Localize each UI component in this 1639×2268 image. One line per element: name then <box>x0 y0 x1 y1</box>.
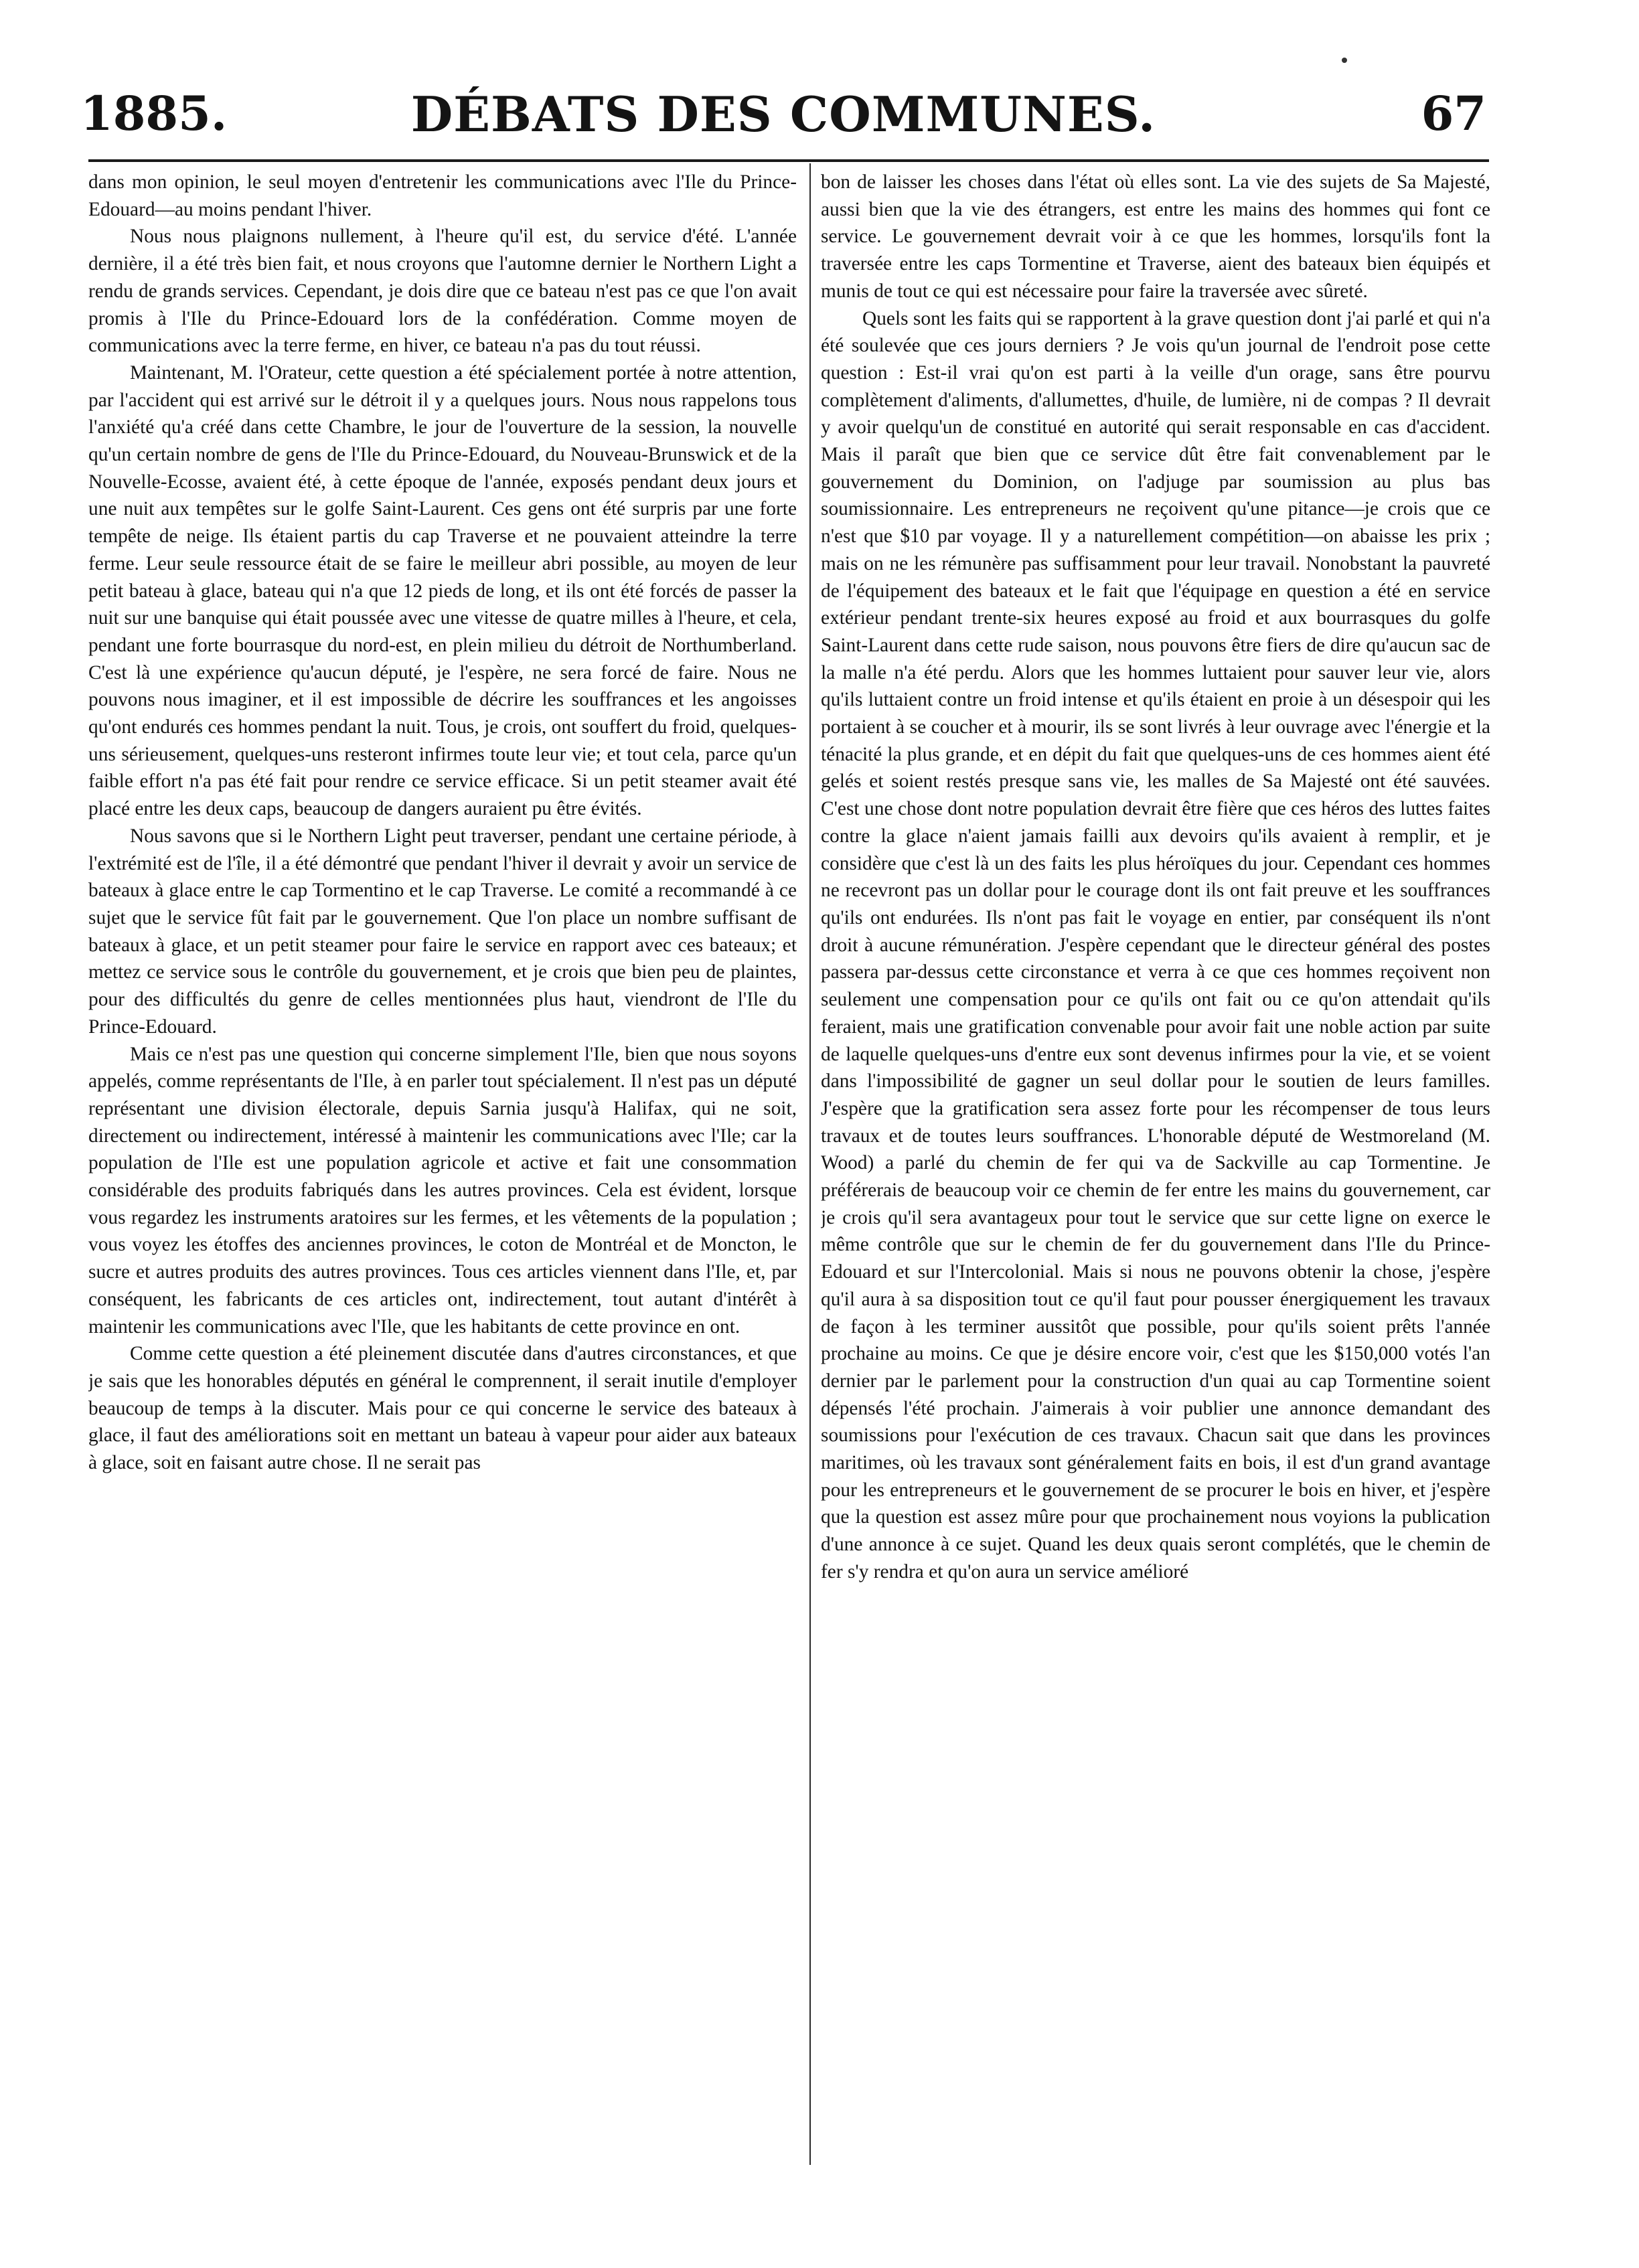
paragraph: Nous nous plaignons nullement, à l'heure qu'il est, du service d'été. L'année dernière, il a été très bien fait, et nous croyons que l'automne dernier le Northern Light a rendu de grands services. Cependant, je dois dire que ce bateau n'est pas ce que l'on avait promis à l'Ile du Prince-Edouard lors de la confédération. Comme moyen de communications avec la terre ferme, en hiver, ce bateau n'a pas du tout réussi. <box>88 226 797 357</box>
paragraph: Comme cette question a été pleinement discutée dans d'autres circonstances, et que je sais que les honorables députés en général le comprennent, il serait inutile d'employer beaucoup de temps à la discuter. Mais pour ce qui concerne le service des bateaux à glace, il faut des améliorations soit en mettant un bateau à vapeur pour aider aux bateaux à glace, soit en faisant autre chose. Il ne serait pas <box>88 1343 797 1474</box>
paragraph: bon de laisser les choses dans l'état où elles sont. La vie des sujets de Sa Majesté, aussi bien que la vie des étrangers, est entre les mains des hommes qui font ce service. Le gouvernement devrait voir à ce que les hommes, lorsqu'ils font la traversée entre les caps Tormentine et Traverse, aient des bateaux bien équipés et munis de tout ce qui est nécessaire pour faire la traversée avec sûreté. <box>821 171 1490 302</box>
paragraph: Quels sont les faits qui se rapportent à la grave question dont j'ai parlé et qui n'a été soulevée que ces jours derniers ? Je vois qu'un journal de l'endroit pose cette question : Est-il vrai qu'on est parti à la veille d'un orage, sans être pourvu complètement d'aliments, d'allumettes, d'huile, de lumière, ni de compas ? Il devrait y avoir quelqu'un de constitué en autorité qui serait responsable en cas d'accident. Mais il paraît que bien que ce service dût être fait convenablement par le gouvernement du Dominion, on l'adjuge par soumission au plus bas soumissionnaire. Les entrepreneurs ne reçoivent qu'une pitance—je crois que ce n'est que $10 par voyage. Il y a naturellement compétition—on abaisse les prix ; mais on ne les rémunère pas suffisamment pour leur travail. Nonobstant la pauvreté de l'équipement des bateaux et le fait que l'équipage en question a été en service extérieur pendant trente-six heures exposé au froid et aux bourrasques du golfe Saint-Laurent dans cette rude saison, nous pouvons être fiers de dire qu'aucun sac de la malle n'a été perdu. Alors que les hommes luttaient pour sauver leur vie, alors qu'ils luttaient contre un froid intense et qu'ils étaient en proie à un désespoir qui les portaient à se coucher et à mourir, ils se sont livrés à leur ouvrage avec l'énergie et la ténacité la plus grande, et en dépit du fait que quelques-uns de ces hommes aient été gelés et soient restés presque sans vie, les malles de Sa Majesté ont été sauvées. C'est une chose dont notre population devrait être fière que ces héros des luttes faites contre la glace n'aient jamais failli aux devoirs qu'ils avaient à remplir, et je considère que c'est là un des faits les plus héroïques du jour. Cependant ces hommes ne recevront pas un dollar pour le courage dont ils ont fait preuve et les souffrances qu'ils ont endurées. Ils n'ont pas fait le voyage en entier, par conséquent ils n'ont droit à aucune rémunération. J'espère cependant que le directeur général des postes passera par-dessus cette circonstance et verra à ce que ces hommes reçoivent non seulement une compensation pour ce qu'ils ont fait ou ce qu'on attendait qu'ils feraient, mais une gratification convenable pour avoir fait une noble action par suite de laquelle quelques-uns d'entre eux sont devenus infirmes pour la vie, et se voient dans l'impossibilité de gagner un seul dollar pour le soutien de leurs familles. J'espère que la gratification sera assez forte pour les récompenser de tous leurs travaux et de toutes leurs souffrances. L'honorable député de Westmoreland (M. Wood) a parlé du chemin de fer qui va de Sackville au cap Tormentine. Je préférerais de beaucoup voir ce chemin de fer entre les mains du gouvernement, car je crois qu'il sera avantageux pour tout le service que sur cette ligne on exerce le même contrôle que sur le chemin de fer du gouvernement dans l'Ile du Prince-Edouard et sur l'Intercolonial. Mais si nous ne pouvons obtenir la chose, j'espère qu'il aura à sa disposition tout ce qu'il faut pour pousser énergiquement les travaux de façon à les terminer aussitôt que possible, pour qu'ils soient prêts l'année prochaine au moins. Ce que je désire encore voir, c'est que les $150,000 votés l'an dernier par le parlement pour la construction d'un quai au cap Tormentine soient dépensés l'été prochain. J'aimerais à voir publier une annonce demandant des soumissions pour l'exécution de ces travaux. Chacun sait que dans les provinces maritimes, où les travaux sont généralement faits en bois, il est d'un grand avantage pour les entrepreneurs et le gouvernement de se procurer le bois en hiver, et j'espère que la question est assez mûre pour que prochainement nous voyions la publication d'une annonce à ce sujet. Quand les deux quais seront complétés, que le chemin de fer s'y rendra et qu'on aura un service amélioré <box>821 307 1490 1583</box>
header-title: DÉBATS DES COMMUNES. <box>410 86 1156 143</box>
header-rule <box>88 159 1489 162</box>
left-column <box>88 169 797 2164</box>
column-divider <box>809 163 811 2165</box>
page-number: 67 <box>1421 86 1486 141</box>
paragraph: Mais ce n'est pas une question qui concerne simplement l'Ile, bien que nous soyons appelés, comme représentants de l'Ile, à en parler tout spécialement. Il n'est pas un député représentant une division électorale, depuis Sarnia jusqu'à Halifax, qui ne soit, directement ou indirectement, intéressé à maintenir les communications avec l'Ile; car la population de l'Ile est une population agricole et active et fait une consommation considérable des produits fabriqués dans les autres provinces. Cela est évident, lorsque vous regardez les instruments aratoires sur les fermes, et les vêtements de la population ; vous voyez les étoffes des anciennes provinces, le coton de Montréal et de Moncton, le sucre et autres produits des autres provinces. Tous ces articles viennent dans l'Ile, et, par conséquent, les fabricants de ces articles ont, indirectement, tout autant d'intérêt à maintenir les communications avec l'Ile, que les habitants de cette province en ont. <box>88 1043 797 1338</box>
paragraph: dans mon opinion, le seul moyen d'entretenir les communications avec l'Ile du Prince-Edouard—au moins pendant l'hiver. <box>88 171 797 220</box>
page-header <box>80 86 1486 150</box>
print-speck <box>1342 58 1347 63</box>
paragraph: Nous savons que si le Northern Light peut traverser, pendant une certaine période, à l'extrémité est de l'île, il a été démontré que pendant l'hiver il devrait y avoir un service de bateaux à glace entre le cap Tormentino et le cap Traverse. Le comité a recommandé à ce sujet que le service fût fait par le gouvernement. Que l'on place un nombre suffisant de bateaux à glace, et un petit steamer pour faire le service en rapport avec ces bateaux; et mettez ce service sous le contrôle du gouvernement, et je crois que bien peu de plaintes, pour des difficultés du genre de celles mentionnées plus haut, viendront de l'Ile du Prince-Edouard. <box>88 825 797 1038</box>
right-column <box>821 169 1490 2164</box>
header-year: 1885. <box>80 86 228 141</box>
paragraph: Maintenant, M. l'Orateur, cette question a été spécialement portée à notre attention, par l'accident qui est arrivé sur le détroit il y a quelques jours. Nous nous rappelons tous l'anxiété qu'a créé dans cette Chambre, le jour de l'ouverture de la session, la nouvelle qu'un certain nombre de gens de l'Ile du Prince-Edouard, du Nouveau-Brunswick et de la Nouvelle-Ecosse, avaient été, à cette époque de l'année, exposés pendant deux jours et une nuit aux tempêtes sur le golfe Saint-Laurent. Ces gens ont été surpris par une forte tempête de neige. Ils étaient partis du cap Traverse et ne pouvaient atteindre la terre ferme. Leur seule ressource était de se faire le meilleur abri possible, au moyen de leur petit bateau à glace, bateau qui n'a que 12 pieds de long, et ils ont été forcés de passer la nuit sur une banquise qui était poussée avec une vitesse de quatre milles à l'heure, et cela, pendant une forte bourrasque du nord-est, en plein milieu du détroit de Northumberland. C'est là une expérience qu'aucun député, je l'espère, ne sera forcé de faire. Nous ne pouvons nous imaginer, et il est impossible de décrire les souffrances et les angoisses qu'ont endurés ces hommes pendant la nuit. Tous, je crois, ont souffert du froid, quelques-uns sérieusement, quelques-uns resteront infirmes toute leur vie; et tout cela, parce qu'un faible effort n'a pas été fait pour rendre ce service efficace. Si un petit steamer avait été placé entre les deux caps, beaucoup de dangers auraient pu être évités. <box>88 361 797 820</box>
